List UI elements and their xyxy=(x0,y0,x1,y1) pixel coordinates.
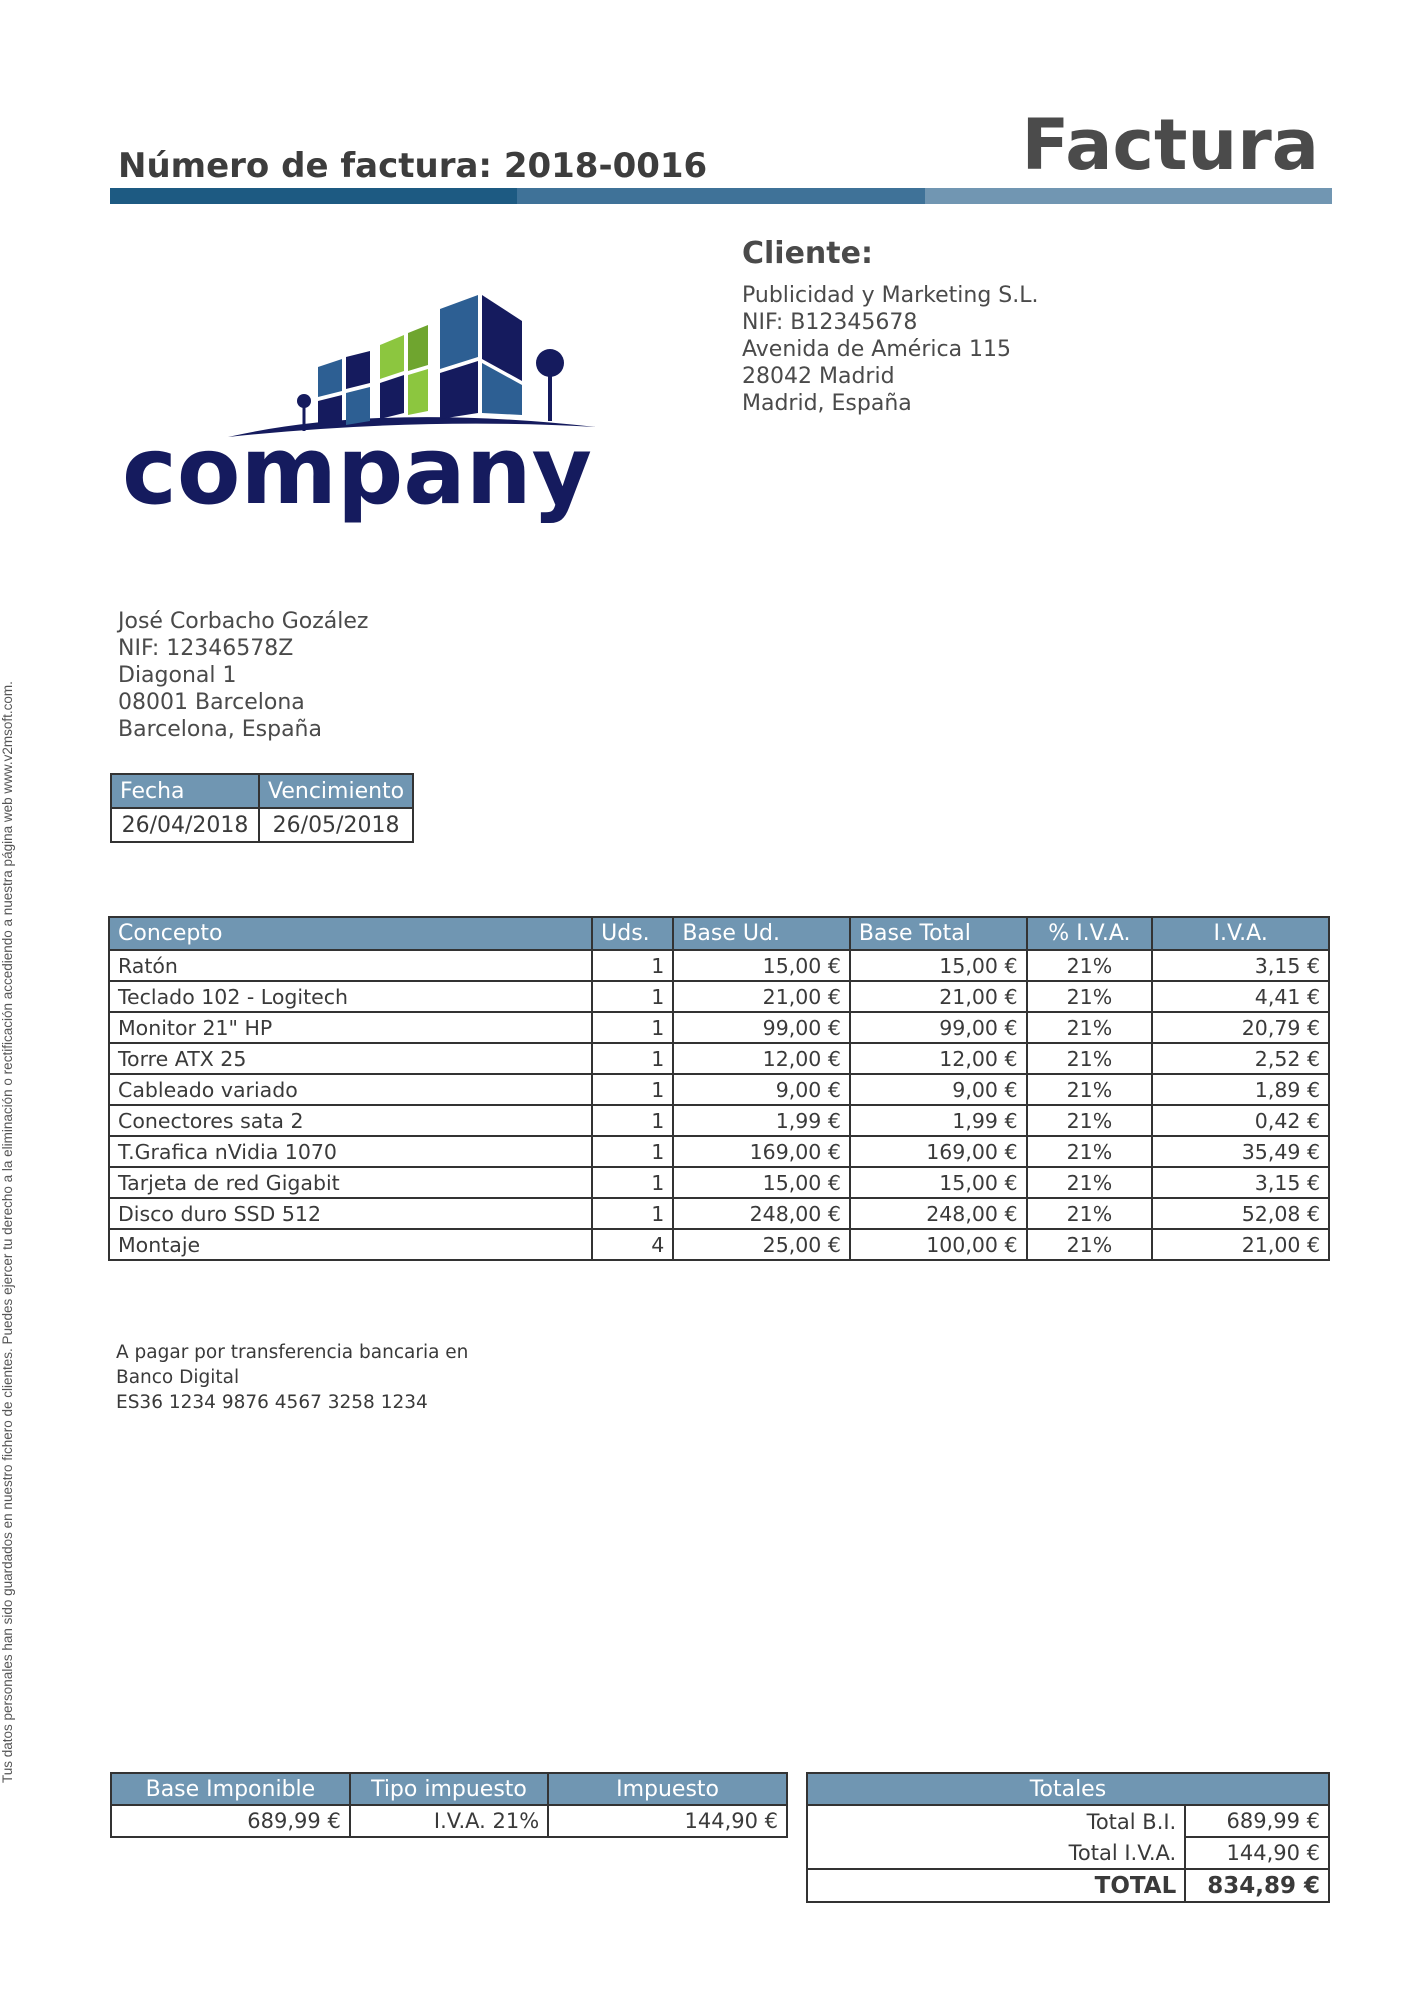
column-header: Base Imponible xyxy=(111,1773,350,1805)
client-name: Publicidad y Marketing S.L. xyxy=(742,283,1039,308)
table-row xyxy=(109,1198,1329,1229)
totals-table xyxy=(806,1772,1330,1903)
item-unit-price: 9,00 € xyxy=(673,1074,850,1105)
item-total: 99,00 € xyxy=(850,1012,1027,1043)
item-unit-price: 15,00 € xyxy=(673,950,850,981)
item-units: 4 xyxy=(592,1229,673,1260)
item-vat-rate: 21% xyxy=(1027,1136,1153,1167)
item-vat-rate: 21% xyxy=(1027,950,1153,981)
logo-building xyxy=(318,359,342,397)
tax-base-value: 689,99 € xyxy=(111,1805,350,1837)
item-concept: Torre ATX 25 xyxy=(109,1043,592,1074)
client-street: Avenida de América 115 xyxy=(742,337,1012,362)
item-vat: 3,15 € xyxy=(1152,950,1329,981)
item-vat-rate: 21% xyxy=(1027,1198,1153,1229)
issuer-address xyxy=(118,608,368,743)
header-bar-segment xyxy=(925,188,1332,204)
payment-method: A pagar por transferencia bancaria en xyxy=(116,1342,469,1363)
total-base-label: Total B.I. xyxy=(807,1805,1185,1837)
item-vat: 3,15 € xyxy=(1152,1167,1329,1198)
tax-summary-table xyxy=(110,1772,788,1838)
item-total: 169,00 € xyxy=(850,1136,1027,1167)
item-vat: 4,41 € xyxy=(1152,981,1329,1012)
item-concept: Disco duro SSD 512 xyxy=(109,1198,592,1229)
totals-row xyxy=(807,1805,1329,1837)
item-units: 1 xyxy=(592,981,673,1012)
client-city: 28042 Madrid xyxy=(742,364,895,389)
total-vat-value: 144,90 € xyxy=(1185,1837,1329,1869)
item-units: 1 xyxy=(592,1074,673,1105)
item-vat: 1,89 € xyxy=(1152,1074,1329,1105)
item-unit-price: 248,00 € xyxy=(673,1198,850,1229)
item-concept: T.Grafica nVidia 1070 xyxy=(109,1136,592,1167)
total-vat-label: Total I.V.A. xyxy=(807,1837,1185,1869)
item-vat-rate: 21% xyxy=(1027,1105,1153,1136)
totals-heading: Totales xyxy=(807,1773,1329,1805)
item-unit-price: 169,00 € xyxy=(673,1136,850,1167)
item-vat-rate: 21% xyxy=(1027,1074,1153,1105)
dates-table xyxy=(110,773,414,843)
item-concept: Montaje xyxy=(109,1229,592,1260)
issuer-nif: NIF: 12346578Z xyxy=(118,636,294,661)
company-logo xyxy=(118,295,598,545)
issuer-region: Barcelona, España xyxy=(118,717,322,742)
item-unit-price: 15,00 € xyxy=(673,1167,850,1198)
bank-name: Banco Digital xyxy=(116,1367,240,1388)
totals-row xyxy=(807,1869,1329,1902)
header-bar-segment xyxy=(110,188,517,204)
item-concept: Tarjeta de red Gigabit xyxy=(109,1167,592,1198)
item-vat-rate: 21% xyxy=(1027,981,1153,1012)
logo-building xyxy=(380,335,404,379)
invoice-number: Número de factura: 2018-0016 xyxy=(118,146,708,186)
table-row xyxy=(109,950,1329,981)
item-unit-price: 21,00 € xyxy=(673,981,850,1012)
item-total: 21,00 € xyxy=(850,981,1027,1012)
item-total: 15,00 € xyxy=(850,1167,1027,1198)
item-total: 9,00 € xyxy=(850,1074,1027,1105)
header-color-bar xyxy=(110,188,1332,204)
issuer-city: 08001 Barcelona xyxy=(118,690,305,715)
item-vat: 2,52 € xyxy=(1152,1043,1329,1074)
table-row xyxy=(109,1167,1329,1198)
item-concept: Teclado 102 - Logitech xyxy=(109,981,592,1012)
item-total: 12,00 € xyxy=(850,1043,1027,1074)
item-total: 100,00 € xyxy=(850,1229,1027,1260)
invoice-date: 26/04/2018 xyxy=(111,808,259,842)
table-row xyxy=(109,1043,1329,1074)
column-header: Concepto xyxy=(109,917,592,950)
table-row xyxy=(109,1105,1329,1136)
grand-total-value: 834,89 € xyxy=(1185,1869,1329,1902)
item-concept: Conectores sata 2 xyxy=(109,1105,592,1136)
due-date: 26/05/2018 xyxy=(259,808,413,842)
column-header: Uds. xyxy=(592,917,673,950)
item-vat-rate: 21% xyxy=(1027,1043,1153,1074)
table-row xyxy=(109,1136,1329,1167)
total-base-value: 689,99 € xyxy=(1185,1805,1329,1837)
column-header: Base Ud. xyxy=(673,917,850,950)
column-header: Tipo impuesto xyxy=(350,1773,548,1805)
item-vat: 0,42 € xyxy=(1152,1105,1329,1136)
items-header-row xyxy=(109,917,1329,950)
logo-tree xyxy=(536,349,564,377)
logo-tree xyxy=(297,394,311,408)
payment-info xyxy=(116,1340,468,1415)
table-row xyxy=(109,1229,1329,1260)
tax-type-value: I.V.A. 21% xyxy=(350,1805,548,1837)
item-vat: 20,79 € xyxy=(1152,1012,1329,1043)
table-row xyxy=(109,1012,1329,1043)
item-vat-rate: 21% xyxy=(1027,1167,1153,1198)
header-bar-segment xyxy=(517,188,924,204)
logo-text: company xyxy=(122,417,592,526)
tax-amount-value: 144,90 € xyxy=(548,1805,787,1837)
client-address xyxy=(742,282,1038,417)
item-vat-rate: 21% xyxy=(1027,1229,1153,1260)
grand-total-label: TOTAL xyxy=(807,1869,1185,1902)
item-vat: 21,00 € xyxy=(1152,1229,1329,1260)
due-date-header: Vencimiento xyxy=(259,774,413,808)
item-units: 1 xyxy=(592,1136,673,1167)
table-row xyxy=(109,1074,1329,1105)
items-table xyxy=(108,916,1330,1261)
item-unit-price: 25,00 € xyxy=(673,1229,850,1260)
column-header: % I.V.A. xyxy=(1027,917,1153,950)
item-vat: 35,49 € xyxy=(1152,1136,1329,1167)
table-row xyxy=(109,981,1329,1012)
column-header: Impuesto xyxy=(548,1773,787,1805)
client-region: Madrid, España xyxy=(742,391,912,416)
item-units: 1 xyxy=(592,1167,673,1198)
client-nif: NIF: B12345678 xyxy=(742,310,918,335)
item-unit-price: 12,00 € xyxy=(673,1043,850,1074)
item-total: 248,00 € xyxy=(850,1198,1027,1229)
item-concept: Monitor 21" HP xyxy=(109,1012,592,1043)
item-unit-price: 99,00 € xyxy=(673,1012,850,1043)
item-units: 1 xyxy=(592,1012,673,1043)
iban: ES36 1234 9876 4567 3258 1234 xyxy=(116,1392,428,1413)
item-units: 1 xyxy=(592,950,673,981)
item-concept: Ratón xyxy=(109,950,592,981)
item-units: 1 xyxy=(592,1043,673,1074)
item-vat-rate: 21% xyxy=(1027,1012,1153,1043)
item-units: 1 xyxy=(592,1105,673,1136)
item-units: 1 xyxy=(592,1198,673,1229)
item-concept: Cableado variado xyxy=(109,1074,592,1105)
totals-row xyxy=(807,1837,1329,1869)
logo-building xyxy=(440,295,478,369)
date-header: Fecha xyxy=(111,774,259,808)
item-vat: 52,08 € xyxy=(1152,1198,1329,1229)
client-heading: Cliente: xyxy=(742,236,873,271)
privacy-note: Tus datos personales han sido guardados en nuestro fichero de clientes. Puedes ejercer tu derecho a la eliminación o rectificación accediendo a nuestra página web www.v2msoft.com. xyxy=(0,681,15,1783)
item-total: 15,00 € xyxy=(850,950,1027,981)
item-total: 1,99 € xyxy=(850,1105,1027,1136)
issuer-street: Diagonal 1 xyxy=(118,663,237,688)
item-unit-price: 1,99 € xyxy=(673,1105,850,1136)
column-header: Base Total xyxy=(850,917,1027,950)
issuer-name: José Corbacho Gozález xyxy=(118,609,369,634)
invoice-title: Factura xyxy=(1021,104,1319,186)
column-header: I.V.A. xyxy=(1152,917,1329,950)
